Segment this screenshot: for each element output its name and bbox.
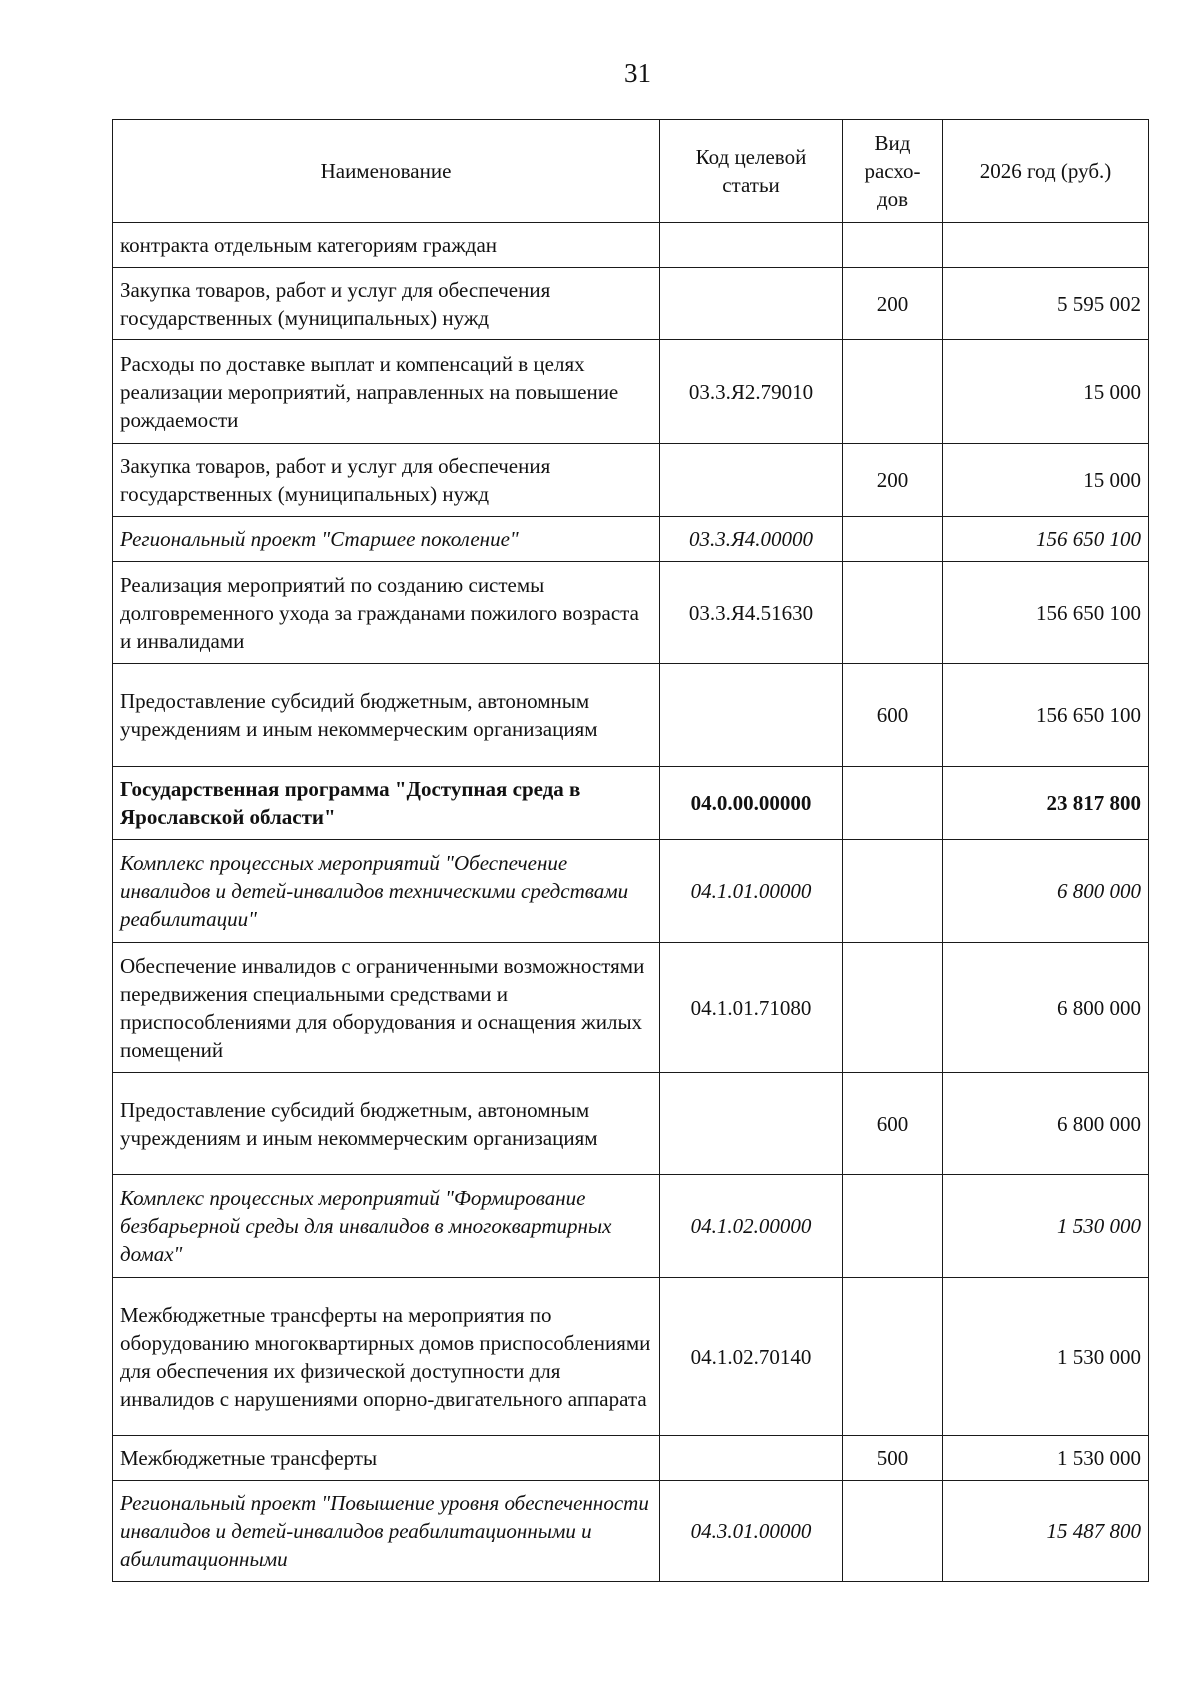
cell-kind: 500	[843, 1436, 943, 1481]
cell-kind	[843, 223, 943, 268]
table-row	[113, 562, 1149, 664]
cell-code	[660, 268, 843, 340]
budget-table	[112, 119, 1149, 1582]
table-row	[113, 1278, 1149, 1436]
cell-name: Закупка товаров, работ и услуг для обеспечения государственных (муниципальных) нужд	[113, 444, 660, 517]
cell-amount: 23 817 800	[943, 767, 1149, 840]
table-row	[113, 517, 1149, 562]
table-row	[113, 664, 1149, 767]
cell-amount: 6 800 000	[943, 1073, 1149, 1175]
header-code: Код целевой статьи	[660, 120, 843, 223]
cell-kind: 200	[843, 444, 943, 517]
table-row	[113, 1175, 1149, 1278]
cell-name: Реализация мероприятий по созданию системы долговременного ухода за гражданами пожилого возраста и инвалидами	[113, 562, 660, 664]
cell-code: 03.3.Я4.51630	[660, 562, 843, 664]
cell-name: Предоставление субсидий бюджетным, автономным учреждениям и иным некоммерческим организациям	[113, 1073, 660, 1175]
header-kind: Вид расхо-дов	[843, 120, 943, 223]
table-row	[113, 268, 1149, 340]
cell-name: Обеспечение инвалидов с ограниченными возможностями передвижения специальными средствами и приспособлениями для оборудования и оснащения жилых помещений	[113, 943, 660, 1073]
table-row	[113, 943, 1149, 1073]
cell-code: 04.1.01.00000	[660, 840, 843, 943]
cell-code: 04.3.01.00000	[660, 1481, 843, 1582]
cell-kind: 600	[843, 1073, 943, 1175]
header-amount: 2026 год (руб.)	[943, 120, 1149, 223]
cell-kind	[843, 517, 943, 562]
cell-amount: 156 650 100	[943, 664, 1149, 767]
table-row	[113, 340, 1149, 444]
cell-amount: 1 530 000	[943, 1436, 1149, 1481]
header-name: Наименование	[113, 120, 660, 223]
cell-kind	[843, 943, 943, 1073]
cell-kind	[843, 562, 943, 664]
cell-amount: 15 000	[943, 340, 1149, 444]
cell-name: Расходы по доставке выплат и компенсаций в целях реализации мероприятий, направленных на повышение рождаемости	[113, 340, 660, 444]
cell-amount: 6 800 000	[943, 943, 1149, 1073]
cell-code: 04.1.02.70140	[660, 1278, 843, 1436]
table-row	[113, 1436, 1149, 1481]
cell-amount	[943, 223, 1149, 268]
cell-name: Региональный проект "Повышение уровня обеспеченности инвалидов и детей-инвалидов реабилитационными и абилитационными	[113, 1481, 660, 1582]
cell-amount: 15 000	[943, 444, 1149, 517]
cell-code	[660, 664, 843, 767]
cell-code: 03.3.Я2.79010	[660, 340, 843, 444]
cell-name: Предоставление субсидий бюджетным, автономным учреждениям и иным некоммерческим организациям	[113, 664, 660, 767]
cell-code	[660, 444, 843, 517]
cell-kind	[843, 1175, 943, 1278]
cell-name: Региональный проект "Старшее поколение"	[113, 517, 660, 562]
cell-code: 04.1.02.00000	[660, 1175, 843, 1278]
table-row	[113, 223, 1149, 268]
cell-name: Комплекс процессных мероприятий "Обеспечение инвалидов и детей-инвалидов техническими средствами реабилитации"	[113, 840, 660, 943]
cell-code	[660, 1436, 843, 1481]
cell-amount: 5 595 002	[943, 268, 1149, 340]
header-row	[113, 120, 1149, 223]
cell-name: Межбюджетные трансферты на мероприятия по оборудованию многоквартирных домов приспособлениями для обеспечения их физической доступности для инвалидов с нарушениями опорно-двигательного аппарата	[113, 1278, 660, 1436]
cell-name: Государственная программа "Доступная среда в Ярославской области"	[113, 767, 660, 840]
table-header	[113, 120, 1149, 223]
cell-amount: 1 530 000	[943, 1175, 1149, 1278]
cell-amount: 1 530 000	[943, 1278, 1149, 1436]
cell-code	[660, 1073, 843, 1175]
cell-kind: 600	[843, 664, 943, 767]
cell-name: контракта отдельным категориям граждан	[113, 223, 660, 268]
cell-kind	[843, 1278, 943, 1436]
cell-code: 03.3.Я4.00000	[660, 517, 843, 562]
cell-name: Межбюджетные трансферты	[113, 1436, 660, 1481]
cell-amount: 156 650 100	[943, 517, 1149, 562]
cell-amount: 15 487 800	[943, 1481, 1149, 1582]
cell-amount: 156 650 100	[943, 562, 1149, 664]
cell-code	[660, 223, 843, 268]
table-row	[113, 1481, 1149, 1582]
cell-amount: 6 800 000	[943, 840, 1149, 943]
cell-kind	[843, 767, 943, 840]
cell-name: Закупка товаров, работ и услуг для обеспечения государственных (муниципальных) нужд	[113, 268, 660, 340]
table-row	[113, 444, 1149, 517]
table-row	[113, 1073, 1149, 1175]
table-body	[113, 223, 1149, 1582]
cell-kind	[843, 840, 943, 943]
cell-code: 04.1.01.71080	[660, 943, 843, 1073]
cell-kind: 200	[843, 268, 943, 340]
cell-kind	[843, 340, 943, 444]
cell-name: Комплекс процессных мероприятий "Формирование безбарьерной среды для инвалидов в многоквартирных домах"	[113, 1175, 660, 1278]
cell-kind	[843, 1481, 943, 1582]
page-number: 31	[624, 58, 651, 88]
table-row	[113, 840, 1149, 943]
cell-code: 04.0.00.00000	[660, 767, 843, 840]
table-row	[113, 767, 1149, 840]
